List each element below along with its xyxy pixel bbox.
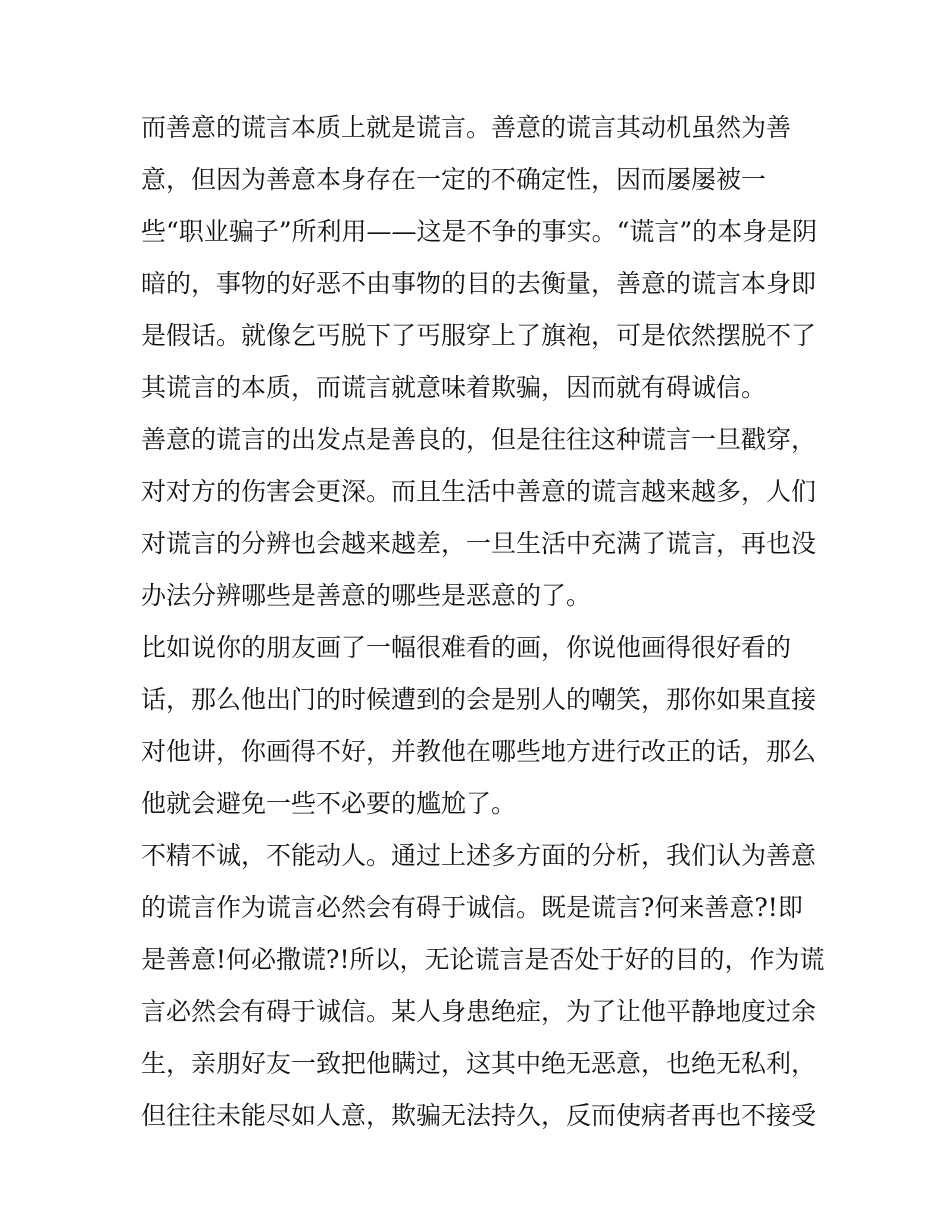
text-line-18: 言必然会有碍于诚信。某人身患绝症，为了让他平静地度过余 xyxy=(141,997,817,1026)
text-line-2: 意，但因为善意本身存在一定的不确定性，因而屡屡被一 xyxy=(141,165,767,194)
text-line-20: 但往往未能尽如人意，欺骗无法持久，反而使病者再也不接受 xyxy=(141,1101,817,1130)
text-line-10: 办法分辨哪些是善意的哪些是恶意的了。 xyxy=(141,581,592,610)
text-line-5: 是假话。就像乞丐脱下了丐服穿上了旗袍，可是依然摆脱不了 xyxy=(141,321,817,350)
text-line-1: 而善意的谎言本质上就是谎言。善意的谎言其动机虽然为善 xyxy=(141,113,792,142)
text-line-3: 些“职业骗子”所利用——这是不争的事实。“谎言”的本身是阴 xyxy=(141,217,818,246)
text-line-12: 话，那么他出门的时候遭到的会是别人的嘲笑，那你如果直接 xyxy=(141,685,817,714)
text-line-9: 对谎言的分辨也会越来越差，一旦生活中充满了谎言，再也没 xyxy=(141,529,817,558)
text-line-15: 不精不诚，不能动人。通过上述多方面的分析，我们认为善意 xyxy=(141,841,817,870)
text-line-4: 暗的，事物的好恶不由事物的目的去衡量，善意的谎言本身即 xyxy=(141,269,817,298)
text-line-11: 比如说你的朋友画了一幅很难看的画，你说他画得很好看的 xyxy=(141,633,792,662)
text-line-13: 对他讲，你画得不好，并教他在哪些地方进行改正的话，那么 xyxy=(141,737,817,766)
text-line-8: 对对方的伤害会更深。而且生活中善意的谎言越来越多，人们 xyxy=(141,477,817,506)
text-line-7: 善意的谎言的出发点是善良的，但是往往这种谎言一旦戳穿， xyxy=(141,425,817,454)
text-line-19: 生，亲朋好友一致把他瞒过，这其中绝无恶意，也绝无私利， xyxy=(141,1049,817,1078)
text-line-14: 他就会避免一些不必要的尴尬了。 xyxy=(141,789,517,818)
text-line-16: 的谎言作为谎言必然会有碍于诚信。既是谎言?何来善意?!即 xyxy=(141,893,803,922)
text-line-17: 是善意!何必撒谎?!所以，无论谎言是否处于好的目的，作为谎 xyxy=(141,945,825,974)
text-line-6: 其谎言的本质，而谎言就意味着欺骗，因而就有碍诚信。 xyxy=(141,373,767,402)
